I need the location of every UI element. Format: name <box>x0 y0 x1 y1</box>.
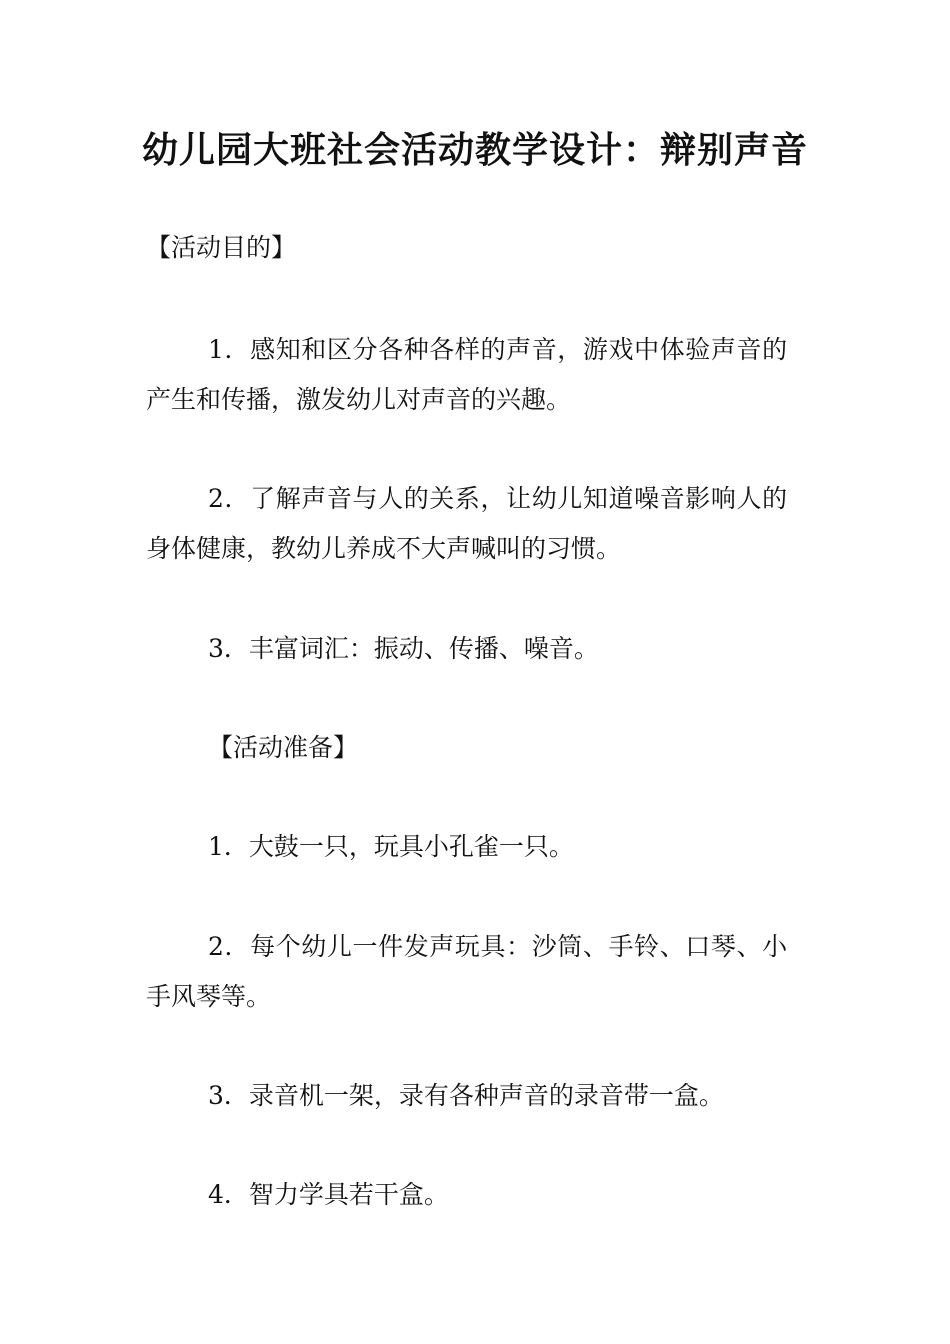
page-title: 幼儿园大班社会活动教学设计：辩别声音 <box>141 130 808 171</box>
preparation-item-2-line-2: 手风琴等。 <box>146 982 272 1011</box>
section-heading-preparation: 【活动准备】 <box>208 733 359 762</box>
purpose-item-3: 3．丰富词汇：振动、传播、噪音。 <box>208 634 599 663</box>
preparation-item-3: 3．录音机一架，录有各种声音的录音带一盒。 <box>208 1081 724 1110</box>
purpose-item-2-line-1: 2．了解声音与人的关系，让幼儿知道噪音影响人的 <box>208 484 788 513</box>
section-heading-purpose: 【活动目的】 <box>146 233 297 262</box>
purpose-item-1-line-1: 1．感知和区分各种各样的声音，游戏中体验声音的 <box>208 335 788 364</box>
purpose-item-1-line-2: 产生和传播，激发幼儿对声音的兴趣。 <box>146 385 572 414</box>
preparation-item-2-line-1: 2．每个幼儿一件发声玩具：沙筒、手铃、口琴、小 <box>208 932 788 961</box>
preparation-item-1: 1．大鼓一只，玩具小孔雀一只。 <box>208 832 574 861</box>
preparation-item-4: 4．智力学具若干盒。 <box>208 1180 449 1209</box>
purpose-item-2-line-2: 身体健康，教幼儿养成不大声喊叫的习惯。 <box>146 534 622 563</box>
